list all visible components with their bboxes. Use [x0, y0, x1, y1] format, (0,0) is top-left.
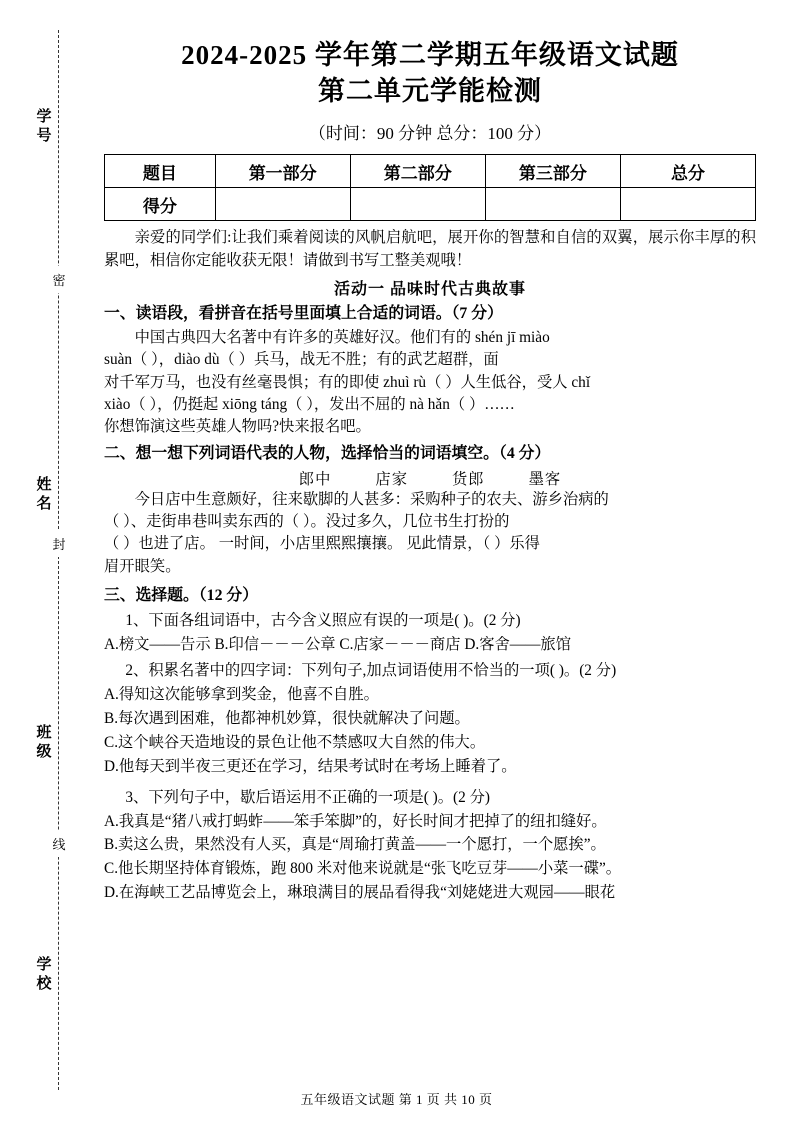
question-2-option-c: C.这个峡谷天造地设的景色让他不禁感叹大自然的伟大。 [104, 733, 486, 751]
section-2-heading: 二、想一想下列词语代表的人物，选择恰当的词语填空。（4 分） [104, 444, 551, 462]
score-header-1: 第一部分 [215, 155, 350, 188]
section-3-heading: 三、选择题。（12 分） [104, 586, 259, 604]
score-table [104, 154, 756, 221]
section-2-line-4: 眉开眼笑。 [104, 557, 181, 575]
intro-paragraph: 亲爱的同学们:让我们乘着阅读的风帆启航吧，展开你的智慧和自信的双翼，展示你丰厚的积累吧，相信你定能收获无限！请做到书写工整美观哦！ [104, 229, 756, 269]
question-1-options: A.榜文——告示 B.印信－－－公章 C.店家－－－商店 D.客舍——旅馆 [104, 635, 571, 653]
question-2-stem: 2、积累名著中的四字词：下列句子,加点词语使用不恰当的一项( )。(2 分) [125, 661, 617, 679]
word-bank-item-2: 货郎 [452, 470, 485, 488]
dashed-fold-line [58, 30, 59, 1090]
question-2-option-a: A.得知这次能够拿到奖金，他喜不自胜。 [104, 685, 379, 703]
exam-content [104, 38, 756, 905]
question-3-stem: 3、下列句子中，歇后语运用不正确的一项是( )。(2 分) [125, 788, 490, 806]
question-3-option-d: D.在海峡工艺品博览会上，琳琅满目的展品看得我“刘姥姥进大观园——眼花 [104, 884, 616, 902]
word-bank-item-3: 墨客 [528, 470, 562, 488]
margin-word-mi: 密 [50, 266, 68, 293]
score-cell-2[interactable] [350, 188, 485, 221]
section-2-line-2: （ ）、走街串巷叫卖东西的（ ）。没过多久，几位书生打扮的 [104, 513, 510, 530]
word-bank-item-0: 郎中 [298, 470, 332, 488]
section-1-line-5: 你想饰演这些英雄人物吗?快来报名吧。 [104, 418, 371, 436]
question-2-option-b: B.每次遇到困难，他都神机妙算，很快就解决了问题。 [104, 709, 470, 727]
score-cell-1[interactable] [215, 188, 350, 221]
exam-subtitle: （时间：90 分钟 总分：100 分） [308, 124, 552, 144]
question-2-option-d: D.他每天到半夜三更还在学习，结果考试时在考场上睡着了。 [104, 757, 517, 775]
margin-label-school: 学 校 [32, 950, 58, 1000]
section-2-line-3: （ ）也进了店。 一时间，小店里熙熙攘攘。 见此情景，（ ）乐得 [104, 535, 540, 553]
section-2-word-bank [104, 467, 756, 489]
score-header-3: 第三部分 [485, 155, 620, 188]
section-1-heading: 一、读语段，看拼音在括号里面填上合适的词语。（7 分） [104, 304, 503, 322]
section-1-line-3: 对千军万马，也没有丝毫畏惧；有的即使 zhuì rù（ ）人生低谷，受人 chǐ [104, 373, 591, 391]
score-header-4: 总分 [620, 155, 755, 188]
score-cell-3[interactable] [485, 188, 620, 221]
section-1-line-1: 中国古典四大名著中有许多的英雄好汉。他们有的 shén jī miào [134, 328, 550, 346]
question-3-option-b: B.卖这么贵，果然没有人买，真是“周瑜打黄盖——一个愿打，一个愿挨”。 [104, 836, 606, 854]
activity-heading-1: 活动一 品味时代古典故事 [333, 280, 526, 298]
table-row-score [105, 188, 756, 221]
section-1-line-2: suàn（ ），diào dù（ ）兵马，战无不胜；有的武艺超群，面 [104, 351, 499, 369]
word-bank-item-1: 店家 [375, 470, 408, 488]
question-1-stem: 1、下面各组词语中，古今含义照应有误的一项是( )。(2 分) [125, 612, 521, 630]
margin-label-class: 班 级 [32, 718, 58, 768]
margin-word-xian: 线 [50, 830, 68, 857]
margin-label-name: 姓 名 [32, 470, 58, 520]
section-2-line-1: 今日店中生意颇好，往来歇脚的人甚多：采购种子的农夫、游乡治病的 [134, 490, 609, 508]
page-footer: 五年级语文试题 第 1 页 共 10 页 [300, 1092, 493, 1107]
margin-label-student-id: 学 号 [32, 102, 58, 152]
binding-margin [18, 30, 98, 1090]
page-title: 2024-2025 学年第二学期五年级语文试题 第二单元学能检测 [181, 40, 679, 106]
question-3-option-c: C.他长期坚持体育锻炼，跑 800 米对他来说就是“张飞吃豆芽——小菜一碟”。 [104, 860, 622, 878]
question-3-option-a: A.我真是“猪八戒打蚂蚱——笨手笨脚”的，好长时间才把掉了的纽扣缝好。 [104, 812, 607, 830]
table-row-header [105, 155, 756, 188]
score-row-label: 得分 [105, 188, 216, 221]
margin-word-feng: 封 [50, 530, 68, 557]
score-header-2: 第二部分 [350, 155, 485, 188]
section-1-line-4: xiào（ ），仍挺起 xiōng táng（ ），发出不屈的 nà hǎn（ ）…… [104, 395, 515, 413]
score-cell-4[interactable] [620, 188, 755, 221]
score-header-0: 题目 [105, 155, 216, 188]
